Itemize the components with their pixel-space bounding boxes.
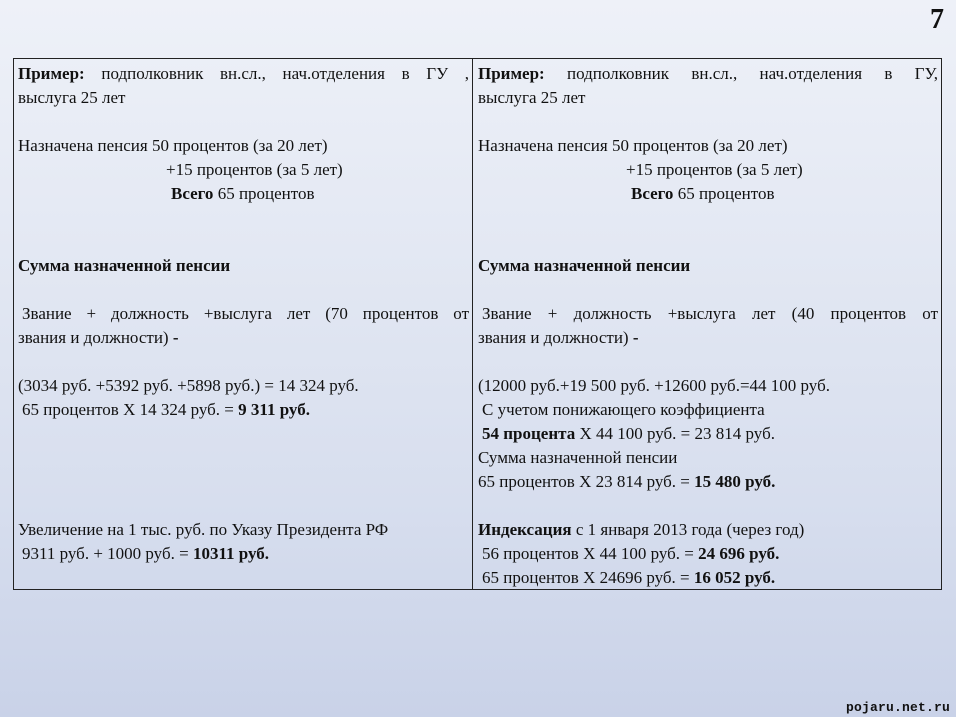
- right-example-label: Пример:: [478, 64, 545, 83]
- right-formula-line-2: [478, 326, 938, 350]
- right-example-text-1: подполковник вн.сл., нач.отделения в ГУ,: [567, 64, 939, 83]
- right-total-label: Всего: [631, 184, 674, 203]
- right-pension-line-2: +15 процентов (за 5 лет): [626, 160, 803, 179]
- left-pension-line-2: +15 процентов (за 5 лет): [166, 160, 343, 179]
- right-example-text-2: выслуга 25 лет: [478, 88, 586, 107]
- left-example-line: [18, 62, 469, 86]
- right-total-line: [478, 182, 938, 206]
- right-index-calc-line-2: [478, 566, 938, 590]
- left-formula-line-2: [18, 326, 469, 350]
- right-index-result-2: 16 052 руб.: [693, 568, 776, 587]
- page-number: 7: [930, 4, 944, 35]
- right-sum-calc-line: [478, 470, 938, 494]
- left-example-text-2: выслуга 25 лет: [18, 88, 126, 107]
- right-calc-line-1: (12000 руб.+19 500 руб. +12600 руб.=44 100 руб.: [478, 376, 830, 395]
- left-calc-result: 9 311 руб.: [238, 400, 310, 419]
- left-total-label: Всего: [171, 184, 214, 203]
- left-calc-line-2: [18, 398, 469, 422]
- left-calc-text-2: 65 процентов Х 14 324 руб. =: [22, 400, 234, 419]
- right-coef-calc: Х 44 100 руб. = 23 814 руб.: [579, 424, 775, 443]
- right-sum-heading: Сумма назначенной пенсии: [478, 256, 691, 275]
- right-coef-calc-line: [478, 422, 938, 446]
- right-index-calc-1: 56 процентов Х 44 100 руб. =: [482, 544, 694, 563]
- right-index-calc-line-1: [478, 542, 938, 566]
- right-total-value: 65 процентов: [677, 184, 775, 203]
- left-sum-heading: Сумма назначенной пенсии: [18, 256, 231, 275]
- right-index-calc-2: 65 процентов Х 24696 руб. =: [482, 568, 690, 587]
- left-total-line: [18, 182, 469, 206]
- left-pension-line-1: Назначена пенсия 50 процентов (за 20 лет): [18, 136, 328, 155]
- left-increase-calc: 9311 руб. + 1000 руб. =: [22, 544, 189, 563]
- right-formula-text-2: звания и должности): [478, 328, 629, 347]
- right-sum-label: Сумма назначенной пенсии: [478, 448, 678, 467]
- left-increase-line: Увеличение на 1 тыс. руб. по Указу Президента РФ: [18, 520, 389, 539]
- right-example-line: [478, 62, 938, 86]
- right-index-label: Индексация: [478, 520, 572, 539]
- right-sum-calc: 65 процентов Х 23 814 руб. =: [478, 472, 690, 491]
- left-increase-calc-line: [18, 542, 469, 566]
- watermark: pojaru.net.ru: [845, 700, 950, 715]
- right-index-text: с 1 января 2013 года (через год): [575, 520, 805, 539]
- right-formula-line-1: Звание + должность +выслуга лет (40 процентов от: [482, 304, 938, 323]
- right-index-result-1: 24 696 руб.: [698, 544, 780, 563]
- left-column: [14, 59, 473, 589]
- left-formula-line-1: Звание + должность +выслуга лет (70 процентов от: [22, 304, 469, 323]
- right-sum-result: 15 480 руб.: [694, 472, 776, 491]
- left-total-value: 65 процентов: [217, 184, 315, 203]
- right-column: [473, 59, 941, 589]
- right-formula-dash: -: [632, 328, 639, 347]
- left-formula-text-2: звания и должности): [18, 328, 169, 347]
- right-index-line: [478, 518, 938, 542]
- right-coef-line: С учетом понижающего коэффициента: [482, 400, 765, 419]
- right-coef-value: 54 процента: [482, 424, 576, 443]
- comparison-table: [13, 58, 942, 590]
- left-example-label: Пример:: [18, 64, 85, 83]
- left-example-text-1: подполковник вн.сл., нач.отделения в ГУ ,: [101, 64, 469, 83]
- right-pension-line-1: Назначена пенсия 50 процентов (за 20 лет): [478, 136, 788, 155]
- left-calc-line-1: (3034 руб. +5392 руб. +5898 руб.) = 14 324 руб.: [18, 376, 359, 395]
- left-formula-dash: -: [172, 328, 179, 347]
- left-increase-result: 10311 руб.: [192, 544, 270, 563]
